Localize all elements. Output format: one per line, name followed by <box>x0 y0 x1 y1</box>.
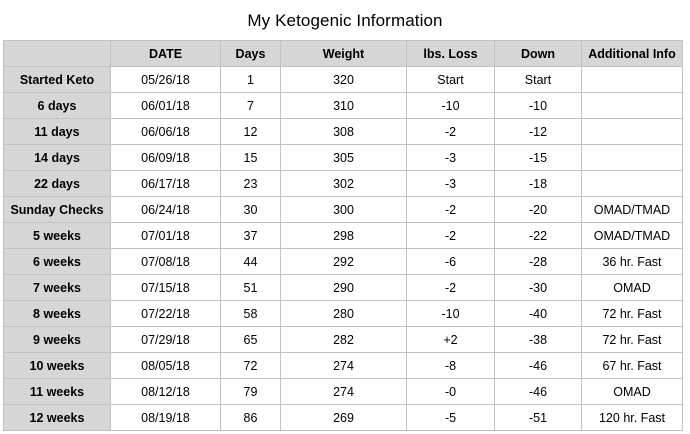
cell-weight: 274 <box>281 379 407 405</box>
cell-lbs-loss: -3 <box>407 145 495 171</box>
cell-weight: 298 <box>281 223 407 249</box>
cell-days: 51 <box>221 275 281 301</box>
cell-weight: 282 <box>281 327 407 353</box>
table-row <box>4 93 683 119</box>
cell-weight: 274 <box>281 353 407 379</box>
table-row <box>4 197 683 223</box>
cell-additional-info: 36 hr. Fast <box>582 249 683 275</box>
cell-additional-info <box>582 145 683 171</box>
table-row <box>4 223 683 249</box>
row-label: 12 weeks <box>4 405 111 431</box>
cell-weight: 305 <box>281 145 407 171</box>
cell-days: 44 <box>221 249 281 275</box>
cell-days: 37 <box>221 223 281 249</box>
cell-date: 07/08/18 <box>111 249 221 275</box>
cell-date: 08/19/18 <box>111 405 221 431</box>
table-row <box>4 353 683 379</box>
table-row <box>4 301 683 327</box>
cell-additional-info: OMAD/TMAD <box>582 197 683 223</box>
cell-days: 79 <box>221 379 281 405</box>
keto-table <box>3 40 683 431</box>
cell-weight: 290 <box>281 275 407 301</box>
cell-date: 08/05/18 <box>111 353 221 379</box>
page-title: My Ketogenic Information <box>247 11 443 30</box>
cell-additional-info: OMAD/TMAD <box>582 223 683 249</box>
row-label: 8 weeks <box>4 301 111 327</box>
header-row <box>4 41 683 67</box>
table-body <box>4 67 683 431</box>
table-row <box>4 145 683 171</box>
cell-additional-info: 67 hr. Fast <box>582 353 683 379</box>
table-row <box>4 327 683 353</box>
cell-date: 06/01/18 <box>111 93 221 119</box>
cell-days: 7 <box>221 93 281 119</box>
header-down: Down <box>495 41 582 67</box>
cell-date: 08/12/18 <box>111 379 221 405</box>
cell-lbs-loss: -2 <box>407 197 495 223</box>
cell-down: -51 <box>495 405 582 431</box>
cell-date: 06/17/18 <box>111 171 221 197</box>
cell-lbs-loss: -5 <box>407 405 495 431</box>
cell-down: -38 <box>495 327 582 353</box>
cell-down: -46 <box>495 353 582 379</box>
cell-lbs-loss: +2 <box>407 327 495 353</box>
cell-down: -12 <box>495 119 582 145</box>
row-label: 6 weeks <box>4 249 111 275</box>
cell-lbs-loss: -10 <box>407 301 495 327</box>
cell-down: -10 <box>495 93 582 119</box>
cell-weight: 292 <box>281 249 407 275</box>
cell-additional-info: 72 hr. Fast <box>582 301 683 327</box>
table-row <box>4 67 683 93</box>
row-label: Started Keto <box>4 67 111 93</box>
cell-lbs-loss: -8 <box>407 353 495 379</box>
cell-weight: 300 <box>281 197 407 223</box>
cell-down: -40 <box>495 301 582 327</box>
cell-days: 23 <box>221 171 281 197</box>
table-row <box>4 275 683 301</box>
cell-lbs-loss: -2 <box>407 223 495 249</box>
cell-weight: 310 <box>281 93 407 119</box>
cell-additional-info <box>582 93 683 119</box>
cell-additional-info <box>582 119 683 145</box>
cell-lbs-loss: Start <box>407 67 495 93</box>
header-weight: Weight <box>281 41 407 67</box>
header-date: DATE <box>111 41 221 67</box>
cell-date: 07/22/18 <box>111 301 221 327</box>
cell-weight: 320 <box>281 67 407 93</box>
cell-date: 07/29/18 <box>111 327 221 353</box>
row-label: 6 days <box>4 93 111 119</box>
cell-weight: 269 <box>281 405 407 431</box>
cell-lbs-loss: -2 <box>407 275 495 301</box>
table-row <box>4 119 683 145</box>
cell-down: -18 <box>495 171 582 197</box>
cell-weight: 280 <box>281 301 407 327</box>
cell-down: Start <box>495 67 582 93</box>
cell-weight: 302 <box>281 171 407 197</box>
cell-date: 05/26/18 <box>111 67 221 93</box>
row-label: 22 days <box>4 171 111 197</box>
cell-days: 15 <box>221 145 281 171</box>
cell-lbs-loss: -10 <box>407 93 495 119</box>
cell-days: 58 <box>221 301 281 327</box>
cell-lbs-loss: -3 <box>407 171 495 197</box>
row-label: 10 weeks <box>4 353 111 379</box>
cell-days: 65 <box>221 327 281 353</box>
row-label: 5 weeks <box>4 223 111 249</box>
cell-additional-info: OMAD <box>582 379 683 405</box>
cell-additional-info: OMAD <box>582 275 683 301</box>
cell-days: 30 <box>221 197 281 223</box>
cell-down: -30 <box>495 275 582 301</box>
row-label: 11 weeks <box>4 379 111 405</box>
cell-days: 86 <box>221 405 281 431</box>
cell-additional-info: 72 hr. Fast <box>582 327 683 353</box>
header-lbs-loss: lbs. Loss <box>407 41 495 67</box>
row-label: 9 weeks <box>4 327 111 353</box>
cell-date: 07/15/18 <box>111 275 221 301</box>
row-label: 11 days <box>4 119 111 145</box>
cell-down: -15 <box>495 145 582 171</box>
cell-down: -22 <box>495 223 582 249</box>
row-label: 14 days <box>4 145 111 171</box>
header-label <box>4 41 111 67</box>
header-days: Days <box>221 41 281 67</box>
row-label: Sunday Checks <box>4 197 111 223</box>
cell-days: 1 <box>221 67 281 93</box>
table-row <box>4 379 683 405</box>
cell-date: 06/24/18 <box>111 197 221 223</box>
cell-down: -28 <box>495 249 582 275</box>
cell-days: 12 <box>221 119 281 145</box>
row-label: 7 weeks <box>4 275 111 301</box>
table-row <box>4 249 683 275</box>
header-additional-info: Additional Info <box>582 41 683 67</box>
cell-weight: 308 <box>281 119 407 145</box>
cell-lbs-loss: -0 <box>407 379 495 405</box>
cell-days: 72 <box>221 353 281 379</box>
cell-date: 06/09/18 <box>111 145 221 171</box>
cell-lbs-loss: -6 <box>407 249 495 275</box>
cell-date: 06/06/18 <box>111 119 221 145</box>
table-row <box>4 405 683 431</box>
cell-down: -20 <box>495 197 582 223</box>
cell-additional-info <box>582 67 683 93</box>
cell-additional-info <box>582 171 683 197</box>
table-row <box>4 171 683 197</box>
cell-date: 07/01/18 <box>111 223 221 249</box>
cell-lbs-loss: -2 <box>407 119 495 145</box>
cell-down: -46 <box>495 379 582 405</box>
cell-additional-info: 120 hr. Fast <box>582 405 683 431</box>
